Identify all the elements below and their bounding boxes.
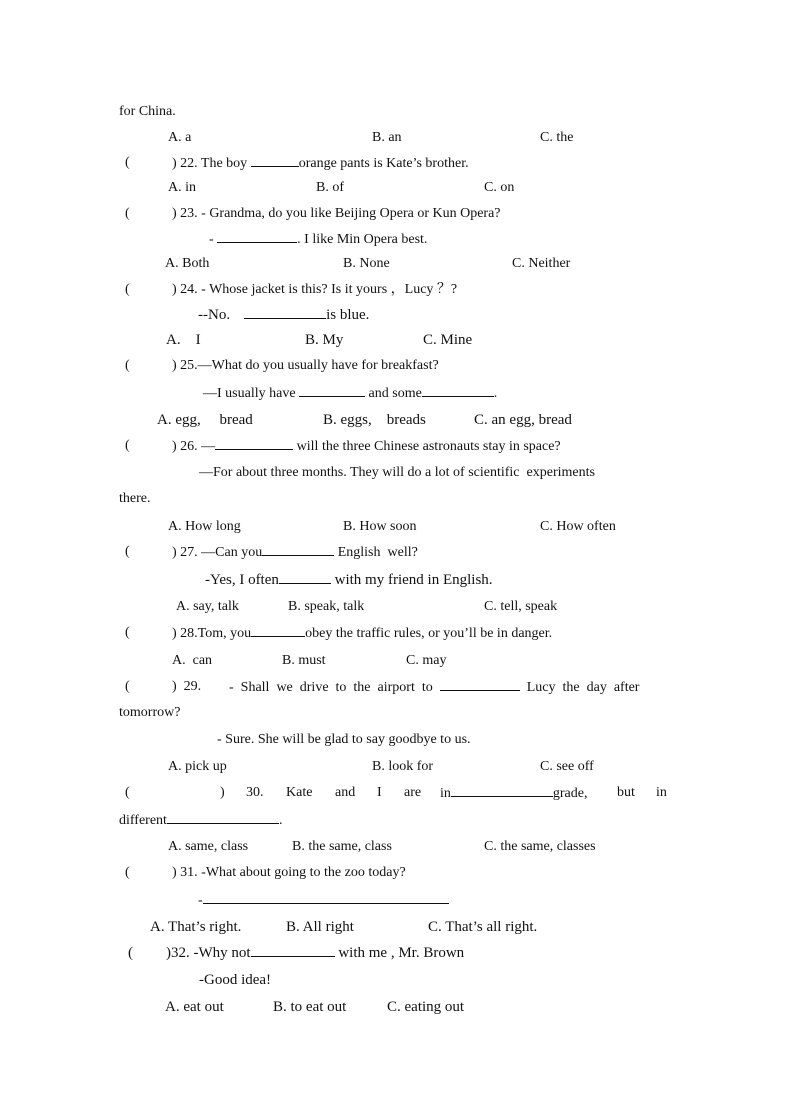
option-a: A. say, talk	[176, 599, 239, 614]
option-b: B. My	[305, 332, 344, 348]
answer-paren-open: (	[125, 865, 130, 880]
option-b: B. of	[316, 180, 344, 195]
answer-paren-open: (	[125, 679, 130, 694]
option-b: B. an	[372, 130, 402, 145]
blank	[299, 384, 365, 397]
option-c: C. Neither	[512, 256, 571, 271]
option-c: C. tell, speak	[484, 599, 558, 614]
option-c: C. eating out	[387, 999, 465, 1015]
option-b: B. must	[282, 653, 326, 668]
blank	[167, 811, 279, 824]
question-29-reply: - Sure. She will be glad to say goodbye to us.	[217, 732, 471, 747]
answer-paren-open: (	[125, 785, 130, 800]
option-c: C. an egg, bread	[474, 412, 572, 428]
question-31-reply: -	[198, 891, 449, 910]
option-b: B. the same, class	[292, 839, 392, 854]
answer-paren-open: (	[125, 155, 130, 170]
option-a: A. eat out	[165, 999, 224, 1015]
question-30-word: are	[404, 785, 422, 800]
question-32: )32. -Why not with me , Mr. Brown	[166, 945, 465, 961]
option-b: B. None	[343, 256, 390, 271]
question-26: ) 26. — will the three Chinese astronauts stay in space?	[172, 439, 561, 454]
option-a: A. I	[166, 332, 201, 348]
question-24: ) 24. - Whose jacket is this? Is it yours ，Lucy ？?	[172, 282, 458, 297]
option-b: B. speak, talk	[288, 599, 365, 614]
option-b: B. eggs, breads	[323, 412, 426, 428]
option-c: C. That’s all right.	[428, 919, 538, 935]
question-27-reply: -Yes, I often with my friend in English.	[205, 572, 493, 588]
option-c: C. Mine	[423, 332, 473, 348]
question-22: ) 22. The boy orange pants is Kate’s brother.	[172, 156, 469, 171]
question-26-reply-tail: there.	[119, 491, 151, 506]
option-b: B. All right	[286, 919, 354, 935]
option-a: A. in	[168, 180, 196, 195]
answer-paren-open: (	[128, 945, 133, 961]
option-a: A. How long	[168, 519, 241, 534]
question-29-tail: tomorrow?	[119, 705, 181, 720]
question-23-reply: - . I like Min Opera best.	[209, 232, 428, 247]
question-30-word: in grade,	[440, 786, 588, 801]
option-a: A. pick up	[168, 759, 227, 774]
question-23: ) 23. - Grandma, do you like Beijing Opera or Kun Opera?	[172, 206, 501, 221]
question-30-word: and	[335, 785, 356, 800]
answer-paren-close: )	[220, 785, 225, 800]
question-30-word: but	[617, 785, 635, 800]
question-24-reply: --No. is blue.	[198, 307, 370, 323]
option-c: C. the	[540, 130, 574, 145]
option-a: A. egg, bread	[157, 412, 253, 428]
blank	[451, 784, 553, 797]
question-26-reply: —For about three months. They will do a lot of scientific experiments	[199, 465, 595, 480]
question-21-tail: for China.	[119, 104, 176, 119]
question-28: ) 28.Tom, you obey the traffic rules, or you’ll be in danger.	[172, 626, 553, 641]
option-b: B. How soon	[343, 519, 417, 534]
question-31: ) 31. -What about going to the zoo today?	[172, 865, 406, 880]
question-32-reply: -Good idea!	[199, 972, 272, 988]
option-a: A. a	[168, 130, 192, 145]
answer-paren-open: (	[125, 625, 130, 640]
blank	[203, 891, 449, 904]
blank	[422, 384, 494, 397]
option-a: A. can	[172, 653, 213, 668]
blank	[251, 624, 305, 637]
blank	[215, 437, 293, 450]
question-27: ) 27. —Can you English well?	[172, 545, 418, 560]
question-29-number: ) 29.	[172, 679, 202, 694]
question-30-word: I	[377, 785, 382, 800]
answer-paren-open: (	[125, 358, 130, 373]
option-c: C. on	[484, 180, 515, 195]
question-29: - Shall we drive to the airport to Lucy the day after	[229, 680, 640, 695]
question-25-reply: —I usually have and some .	[203, 386, 498, 401]
blank	[251, 154, 299, 167]
question-30-tail: different .	[119, 813, 283, 828]
option-c: C. the same, classes	[484, 839, 596, 854]
question-30-number: 30.	[246, 785, 264, 800]
blank	[251, 944, 335, 957]
question-30-word: in	[656, 785, 667, 800]
option-a: A. Both	[165, 256, 210, 271]
option-a: A. That’s right.	[150, 919, 242, 935]
blank	[262, 543, 334, 556]
question-25: ) 25.—What do you usually have for breakfast?	[172, 358, 439, 373]
blank	[440, 678, 520, 691]
blank	[217, 230, 297, 243]
answer-paren-open: (	[125, 544, 130, 559]
option-c: C. How often	[540, 519, 616, 534]
option-a: A. same, class	[168, 839, 249, 854]
question-30-word: Kate	[286, 785, 313, 800]
blank	[244, 306, 326, 319]
blank	[279, 571, 331, 584]
answer-paren-open: (	[125, 282, 130, 297]
option-b: B. to eat out	[273, 999, 347, 1015]
answer-paren-open: (	[125, 206, 130, 221]
answer-paren-open: (	[125, 438, 130, 453]
option-c: C. see off	[540, 759, 594, 774]
option-b: B. look for	[372, 759, 434, 774]
option-c: C. may	[406, 653, 447, 668]
